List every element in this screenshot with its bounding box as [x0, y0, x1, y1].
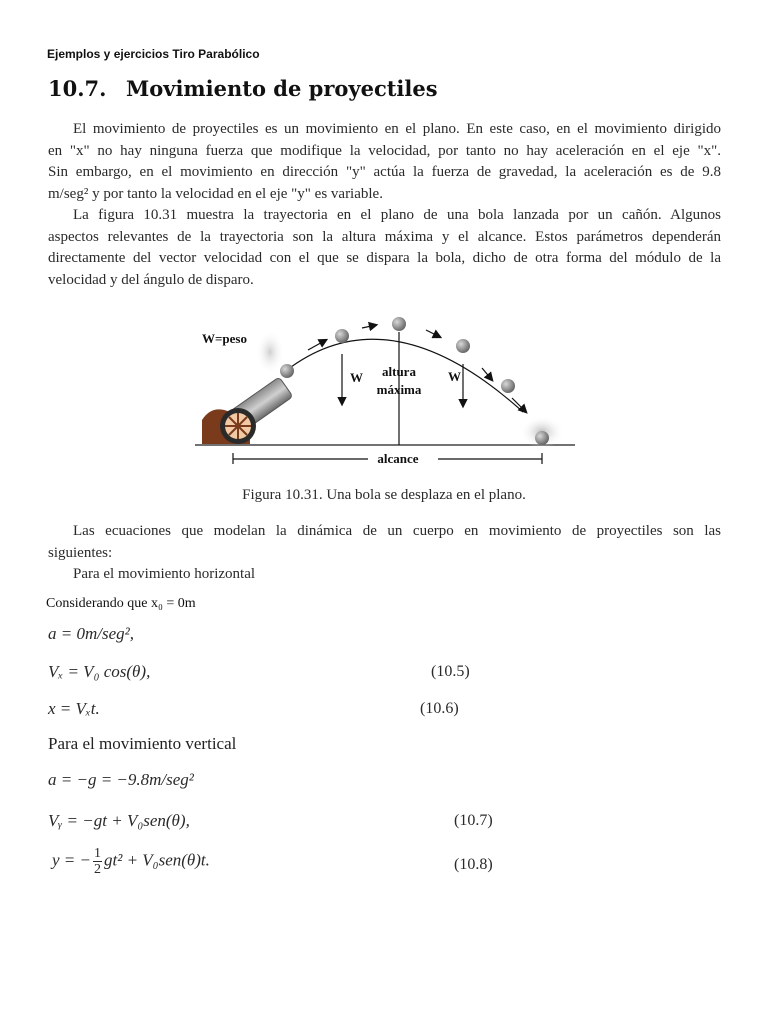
ball-icon — [456, 339, 470, 353]
ball-icon — [280, 364, 294, 378]
figure-caption: Figura 10.31. Una bola se desplaza en el plano. — [242, 487, 526, 503]
intro-paragraph — [48, 119, 721, 291]
fraction-half — [93, 846, 102, 877]
equation-vertical-position — [52, 846, 210, 877]
intro-line: aspectos relevantes de la trayectoria son la altura máxima y el alcance. Estos parámetros dependerán — [48, 228, 721, 245]
intro-line: El movimiento de proyectiles es un movimiento en el plano. En este caso, en el movimiento dirigido — [73, 121, 721, 137]
equation-horizontal-acceleration: a = 0m/seg², — [48, 624, 134, 643]
equation-number: (10.7) — [454, 812, 493, 829]
weight-label: W=peso — [202, 331, 247, 346]
section-title-text: Movimiento de proyectiles — [126, 76, 438, 101]
section-title — [48, 76, 438, 101]
intro-line: La figura 10.31 muestra la trayectoria en el plano de una bola lanzada por un cañón. Algunos — [73, 207, 721, 223]
intro-line: en "x" no hay ninguna fuerza que modifique la velocidad, por tanto no hay aceleración en el eje "x". — [48, 142, 721, 159]
equations-intro-line: Las ecuaciones que modelan la dinámica de un cuerpo en movimiento de proyectiles son las — [73, 523, 721, 539]
equation-part: gt² + V₀sen(θ)t. — [104, 850, 210, 870]
equations-intro-line: Para el movimiento horizontal — [73, 566, 256, 582]
maxima-label: máxima — [376, 382, 422, 397]
intro-line: velocidad y del ángulo de disparo. — [48, 271, 254, 288]
equation-vertical-velocity: Vᵧ = −gt + V₀sen(θ), — [48, 811, 190, 830]
equation-horizontal-position: x = Vₓt. — [48, 699, 100, 718]
equation-number: (10.5) — [431, 663, 470, 680]
w-label: W — [350, 370, 363, 385]
vertical-heading: Para el movimiento vertical — [48, 734, 237, 753]
alcance-label: alcance — [377, 451, 419, 466]
equation-vertical-acceleration: a = −g = −9.8m/seg² — [48, 770, 194, 789]
ball-icon — [335, 329, 349, 343]
cannon-icon — [202, 377, 293, 444]
page-header: Ejemplos y ejercicios Tiro Parabólico — [47, 47, 260, 61]
equations-intro-line: siguientes: — [48, 544, 113, 561]
equation-number: (10.8) — [454, 856, 493, 873]
section-number: 10.7. — [48, 76, 107, 101]
fraction-denominator: 2 — [94, 862, 101, 877]
ball-icon — [392, 317, 406, 331]
equation-part: y = − — [52, 850, 91, 870]
smoke-icon — [256, 330, 284, 374]
ball-icon — [501, 379, 515, 393]
considering-note: Considerando que x₀ = 0m — [46, 596, 196, 611]
fraction-numerator: 1 — [94, 846, 101, 861]
w-label: W — [448, 369, 461, 384]
altura-label: altura — [382, 364, 416, 379]
equations-intro — [48, 521, 721, 586]
intro-line: m/seg² y por tanto la velocidad en el eje "y" es variable. — [48, 185, 383, 202]
intro-line: directamente del vector velocidad con el que se dispara la bola, dicho de otra forma del módulo de la — [48, 250, 721, 266]
equation-horizontal-velocity: Vₓ = V₀ cos(θ), — [48, 662, 151, 681]
intro-line: Sin embargo, en el movimiento en dirección "y" actúa la fuerza de gravedad, la aceleración es de 9.8 — [48, 164, 721, 180]
projectile-figure — [190, 312, 580, 472]
ball-icon — [535, 431, 549, 445]
equation-number: (10.6) — [420, 700, 459, 717]
